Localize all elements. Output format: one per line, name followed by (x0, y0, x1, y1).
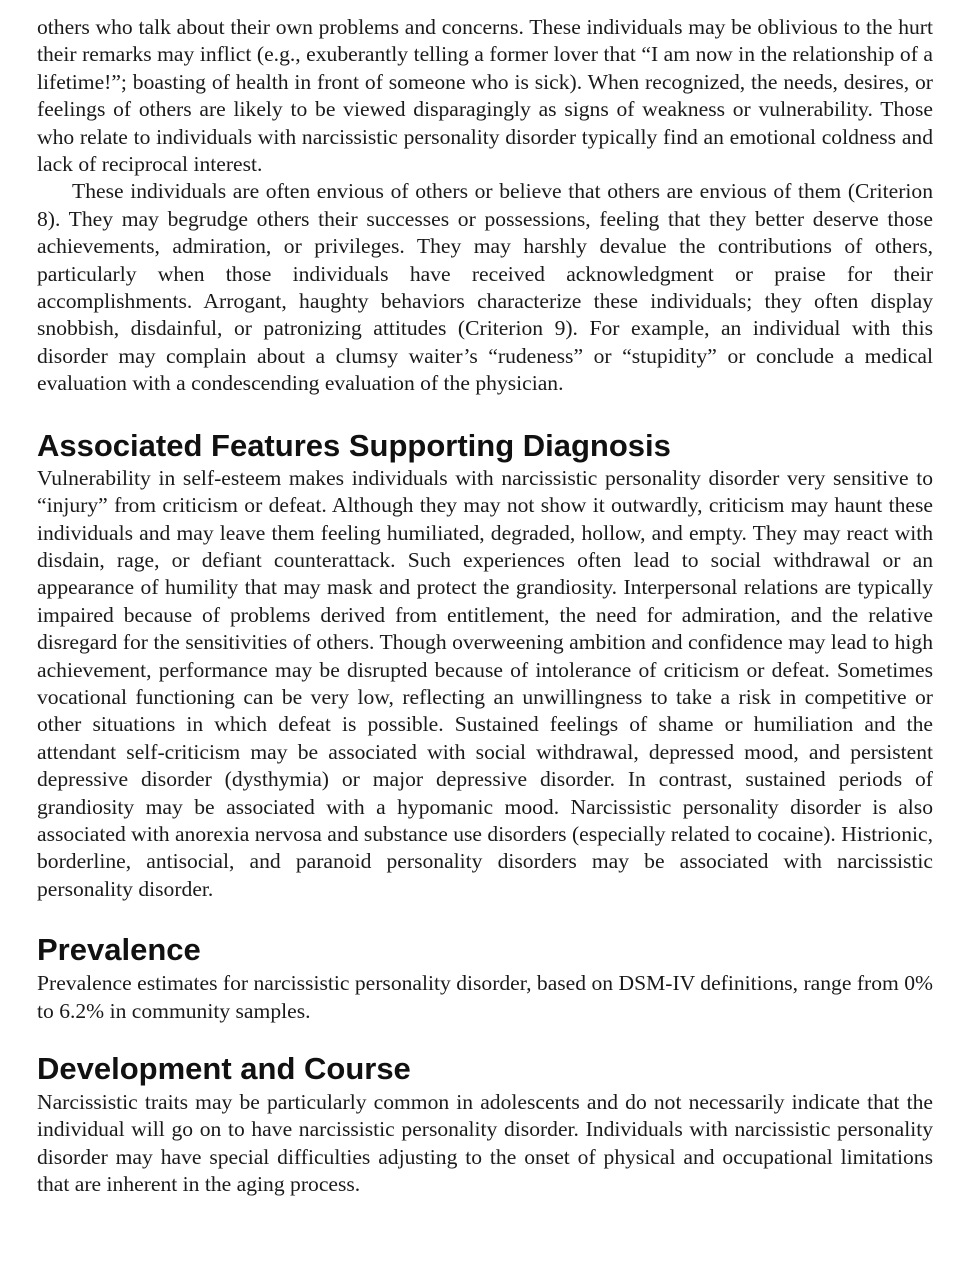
section-body-associated-features: Vulnerability in self-esteem makes individuals with narcissistic personality disorder very sensitive to “injury” from criticism or defeat. Although they may not show it outwardly, criticism may haunt these individuals and may leave them feeling humiliated, degraded, hollow, and empty. They may react with disdain, rage, or defiant counterattack. Such experiences often lead to social withdrawal or an appearance of humility that may mask and protect the grandiosity. Interpersonal relations are typically impaired because of problems derived from entitlement, the need for admiration, and the relative disregard for the sensitivities of others. Though overweening ambition and confidence may lead to high achievement, performance may be disrupted because of intolerance of criticism or defeat. Sometimes vocational functioning can be very low, reflecting an unwillingness to take a risk in competitive or other situations in which defeat is possible. Sustained feelings of shame or humiliation and the attendant self-criticism may be associated with social withdrawal, depressed mood, and persistent depressive disorder (dysthymia) or major depressive disorder. In contrast, sustained periods of grandiosity may be associated with a hypomanic mood. Narcissistic personality disorder is also associated with anorexia nervosa and substance use disorders (especially related to cocaine). Histrionic, borderline, antisocial, and paranoid personality disorders may be associated with narcissistic personality disorder. (37, 465, 933, 901)
intro-paragraph: others who talk about their own problems and concerns. These individuals may be oblivious to the hurt their remarks may inflict (e.g., exuberantly telling a former lover that “I am now in the relationship of a lifetime!”; boasting of health in front of someone who is sick). When recognized, the needs, desires, or feelings of others are likely to be viewed disparagingly as signs of weakness or vulnerability. Those who relate to individuals with narcissistic personality disorder typically find an emotional coldness and lack of reciprocal interest. (37, 15, 933, 177)
section-body-development-and-course: Narcissistic traits may be particularly common in adolescents and do not necessarily indicate that the individual will go on to have narcissistic personality disorder. Individuals with narcissistic personality disorder may have special difficulties adjusting to the onset of physical and occupational limitations that are inherent in the aging process. (37, 1090, 933, 1197)
document-page (37, 14, 933, 1199)
section-heading-prevalence: Prevalence (37, 932, 201, 968)
section-heading-associated-features: Associated Features Supporting Diagnosis (37, 427, 671, 463)
intro-paragraph: These individuals are often envious of others or believe that others are envious of them (Criterion 8). They may begrudge others their successes or possessions, feeling that they better deserve those achievements, admiration, or privileges. They may harshly devalue the contributions of others, particularly when those individuals have received acknowledgment or praise for their accomplishments. Arrogant, haughty behaviors characterize these individuals; they often display snobbish, disdainful, or patronizing attitudes (Criterion 9). For example, an individual with this disorder may complain about a clumsy waiter’s “rudeness” or “stupidity” or conclude a medical evaluation with a condescending evaluation of the physician. (37, 179, 933, 396)
section-body-prevalence: Prevalence estimates for narcissistic personality disorder, based on DSM-IV definitions, range from 0% to 6.2% in community samples. (37, 971, 933, 1023)
section-heading-development-and-course: Development and Course (37, 1051, 411, 1086)
